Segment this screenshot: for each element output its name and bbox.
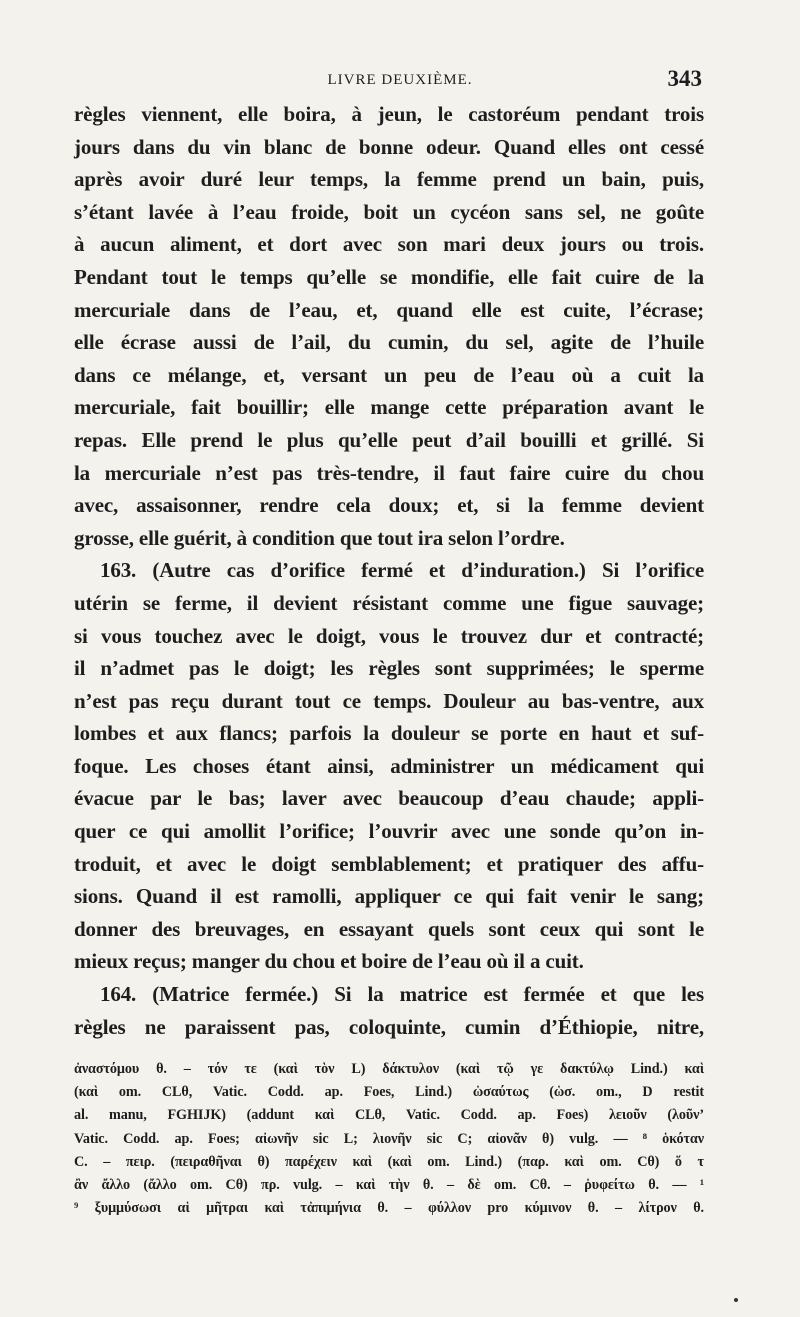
text-line: n’est pas reçu durant tout ce temps. Douleur au bas-ventre, aux xyxy=(74,688,704,713)
text-line: avec, assaisonner, rendre cela doux; et, si la femme devient xyxy=(74,493,704,518)
running-head: LIVRE DEUXIÈME. xyxy=(327,72,473,88)
footnote-line: C. – πειρ. (πειραθῆναι θ) παρέχειν καὶ (καὶ om. Lind.) (παρ. καὶ om. Cθ) ὅ τ xyxy=(74,1153,704,1170)
text-line: il n’admet pas le doigt; les règles sont supprimées; le sperme xyxy=(74,656,704,681)
text-line: lombes et aux flancs; parfois la douleur se porte en haut et suf- xyxy=(74,721,704,746)
text-line: s’étant lavée à l’eau froide, boit un cycéon sans sel, ne goûte xyxy=(74,199,704,224)
text-line: donner des breuvages, en essayant quels sont ceux qui sont le xyxy=(74,916,704,941)
text-line: mercuriale dans de l’eau, et, quand elle est cuite, l’écrase; xyxy=(74,297,704,322)
text-line: jours dans du vin blanc de bonne odeur. Quand elles ont cessé xyxy=(74,134,704,159)
text-line: à aucun aliment, et dort avec son mari deux jours ou trois. xyxy=(74,232,704,257)
text-line: dans ce mélange, et, versant un peu de l’eau où a cuit la xyxy=(74,362,704,387)
text-line: après avoir duré leur temps, la femme prend un bain, puis, xyxy=(74,167,704,192)
text-line: foque. Les choses étant ainsi, administrer un médicament qui xyxy=(74,753,704,778)
text-line: si vous touchez avec le doigt, vous le trouvez dur et contracté; xyxy=(74,623,704,648)
text-line: utérin se ferme, il devient résistant comme une figue sauvage; xyxy=(74,590,704,615)
text-line: 164. (Matrice fermée.) Si la matrice est fermée et que les xyxy=(100,982,704,1007)
text-line: 163. (Autre cas d’orifice fermé et d’induration.) Si l’orifice xyxy=(100,558,704,583)
footnote-line: Vatic. Codd. ap. Foes; αἰωνῆν sic L; λιονῆν sic C; αἰονᾶν θ) vulg. — ⁸ ὁκόταν xyxy=(74,1130,704,1147)
text-line: la mercuriale n’est pas très-tendre, il faut faire cuire du chou xyxy=(74,460,704,485)
text-line: elle écrase aussi de l’ail, du cumin, du sel, agite de l’huile xyxy=(74,330,704,355)
footnote-line: (καὶ om. CLθ, Vatic. Codd. ap. Foes, Lind.) ὡσαύτως (ὡσ. om., D restit xyxy=(74,1084,704,1101)
page-header xyxy=(0,64,800,94)
text-line: mercuriale, fait bouillir; elle mange cette préparation avant le xyxy=(74,395,704,420)
footnote-line: ⁹ ξυμμύσωσι αἱ μῆτραι καὶ τἀπιμήνια θ. – φύλλον pro κύμινον θ. – λίτρον θ. xyxy=(74,1200,704,1217)
text-line: troduit, et avec le doigt semblablement; et pratiquer des affu- xyxy=(74,851,704,876)
footnote-line: ἀναστόμου θ. – τόν τε (καὶ τὸν L) δάκτυλον (καὶ τῷ γε δακτύλῳ Lind.) καὶ xyxy=(74,1061,704,1077)
body-text xyxy=(74,98,704,1043)
ink-speck xyxy=(734,1298,738,1302)
page-number: 343 xyxy=(667,66,702,91)
text-line: grosse, elle guérit, à condition que tout ira selon l’ordre. xyxy=(74,525,565,550)
footnotes xyxy=(74,1058,704,1220)
text-line: règles viennent, elle boira, à jeun, le castoréum pendant trois xyxy=(74,102,704,126)
text-line: mieux reçus; manger du chou et boire de l’eau où il a cuit. xyxy=(74,949,584,974)
text-line: quer ce qui amollit l’orifice; l’ouvrir avec une sonde qu’on in- xyxy=(74,819,704,844)
text-line: évacue par le bas; laver avec beaucoup d’eau chaude; appli- xyxy=(74,786,704,811)
text-line: Pendant tout le temps qu’elle se mondifie, elle fait cuire de la xyxy=(74,264,704,289)
text-line: règles ne paraissent pas, coloquinte, cumin d’Éthiopie, nitre, xyxy=(74,1014,704,1039)
text-line: repas. Elle prend le plus qu’elle peut d’ail bouilli et grillé. Si xyxy=(74,427,704,452)
footnote-line: ἂν ἄλλο (ἄλλο om. Cθ) πρ. vulg. – καὶ τὴν θ. – δὲ om. Cθ. – ῥυφείτω θ. — ¹ xyxy=(74,1176,704,1193)
footnote-line: al. manu, FGHIJK) (addunt καὶ CLθ, Vatic. Codd. ap. Foes) λειοῦν (λοῦν’ xyxy=(74,1107,704,1124)
text-line: sions. Quand il est ramolli, appliquer ce qui fait venir le sang; xyxy=(74,884,704,909)
